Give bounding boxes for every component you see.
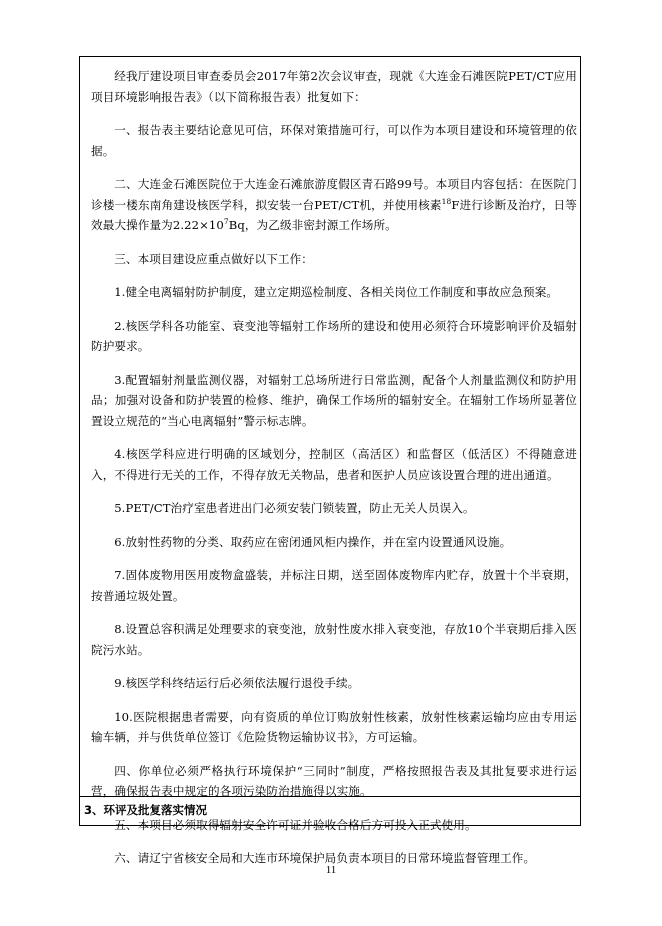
paragraph-sub-10: 10.医院根据患者需要，向有资质的单位订购放射性核素，放射性核素运输均应由专用运输车辆，并与供货单位签订《危险货物运输协议书》，方可运输。 (91, 709, 577, 744)
paragraph-sub-6: 6.放射性药物的分类、取药应在密闭通风柜内操作，并在室内设置通风设施。 (114, 534, 512, 549)
paragraph-item-4: 四、你单位必须严格执行环境保护“三同时”制度，严格按照报告表及其批复要求进行运营，确保报告表中规定的各项污染防治措施得以实施。 (91, 763, 577, 798)
nuclide-mass-number: 18 (441, 196, 452, 206)
paragraph-sub-1: 1.健全电离辐射防护制度，建立定期巡检制度、各相关岗位工作制度和事故应急预案。 (114, 285, 559, 299)
table-row-divider (79, 796, 581, 797)
paragraph-sub-5: 5.PET/CT治疗室患者进出门必须安装门锁装置，防止无关人员误入。 (114, 501, 475, 515)
paragraph-sub-8: 8.设置总容积满足处理要求的衰变池，放射性废水排入衰变池，存放10个半衰期后排入医院污水站。 (91, 622, 577, 657)
paragraph-item-5: 五、本项目必须取得辐射安全许可证并验收合格后方可投入正式使用。 (114, 817, 477, 832)
paragraph-sub-2: 2.核医学科各功能室、衰变池等辐射工作场所的建设和使用必须符合环境影响评价及辐射防护要求。 (91, 318, 577, 353)
approval-text-body (91, 66, 577, 882)
paragraph-item-3: 三、本项目建设应重点做好以下工作： (114, 251, 313, 266)
paragraph-item-6: 六、请辽宁省核安全局和大连市环境保护局负责本项目的日常环境监督管理工作。 (114, 851, 536, 865)
paragraph-item-2-head: 二、大连金石滩医院位于大连金石滩旅游度假区青石路99号。本项目内容包括：在医院门诊楼一楼东南角建设核医学科，拟安装一台PET/CT机，并使用核素 (91, 177, 577, 212)
paragraph-item-2 (91, 174, 577, 236)
paragraph-item-2-mid: F进行诊断及治疗，日等效最大操作量为2.22×10 (91, 197, 577, 232)
paragraph-sub-4: 4.核医学科应进行明确的区域划分，控制区（高活区）和监督区（低活区）不得随意进入，不得进行无关的工作，不得存放无关物品，患者和医护人员应该设置合理的进出通道。 (91, 447, 577, 482)
paragraph-intro: 经我厅建设项目审查委员会2017年第2次会议审查，现就《大连金石滩医院PET/CT应用项目环境影响报告表》（以下简称报告表）批复如下： (91, 69, 577, 104)
page-number: 11 (325, 864, 337, 876)
paragraph-sub-7: 7.固体废物用医用废物盒盛装，并标注日期，送至固体废物库内贮存，放置十个半衰期，按普通垃圾处置。 (91, 568, 577, 603)
paragraph-sub-3: 3.配置辐射剂量监测仪器，对辐射工总场所进行日常监测，配备个人剂量监测仪和防护用品；加强对设备和防护装置的检修、维护，确保工作场所的辐射安全。在辐射工作场所显著位置设立规范的“当心电离辐射”警示标志牌。 (91, 372, 577, 428)
paragraph-sub-9: 9.核医学科终结运行后必须依法履行退役手续。 (114, 676, 360, 690)
section-heading: 3、环评及批复落实情况 (84, 803, 208, 817)
activity-exponent: 7 (223, 217, 229, 227)
paragraph-item-2-tail: Bq，为乙级非密封源工作场所。 (228, 218, 397, 232)
paragraph-item-1: 一、报告表主要结论意见可信，环保对策措施可行，可以作为本项目建设和环境管理的依据。 (91, 123, 577, 158)
